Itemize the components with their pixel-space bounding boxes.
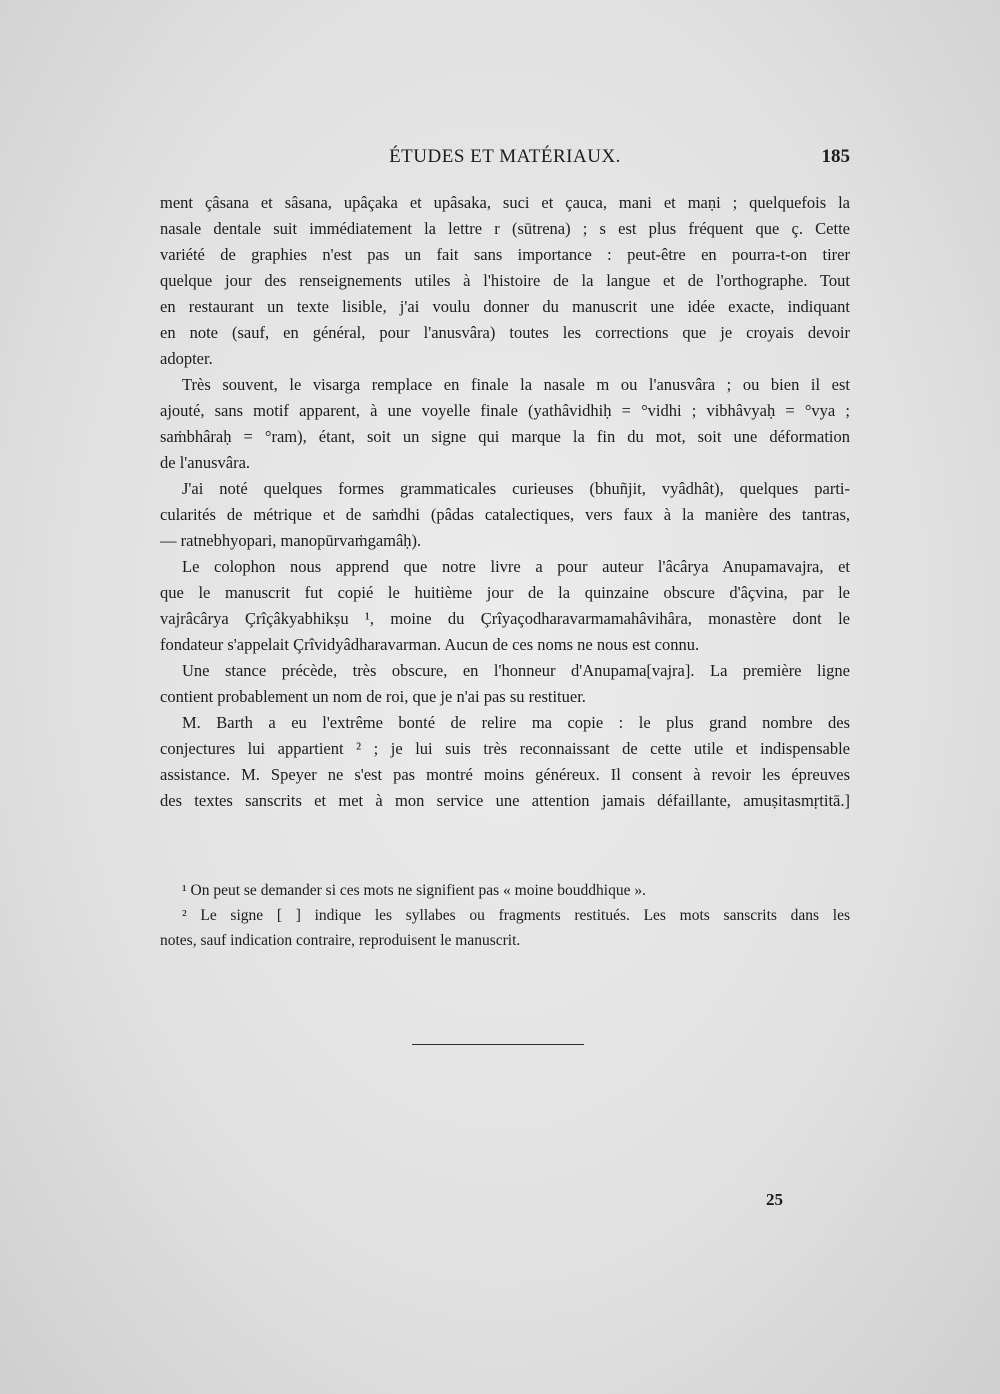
footnote-continued: notes, sauf indication contraire, reproduisent le manuscrit. [160, 932, 521, 949]
body-text [160, 190, 850, 814]
body-line: Une stance précède, très obscure, en l'honneur d'Anupama[vajra]. La première ligne [182, 661, 850, 680]
body-line: — ratnebhyopari, manopūrvaṁgamâḥ). [160, 531, 422, 550]
footnote: ² Le signe [ ] indique les syllabes ou fragments restitués. Les mots sanscrits dans les [182, 907, 850, 924]
body-line: quelque jour des renseignements utiles à l'histoire de la langue et de l'orthographe. Tout [160, 271, 850, 290]
body-line: contient probablement un nom de roi, que je n'ai pas su restituer. [160, 687, 586, 706]
footnote: ¹ On peut se demander si ces mots ne signifient pas « moine bouddhique ». [182, 882, 646, 899]
body-line: adopter. [160, 349, 213, 368]
page-header [160, 146, 850, 176]
body-line: ajouté, sans motif apparent, à une voyelle finale (yathâvidhiḥ = °vidhi ; vibhâvyaḥ = °vya ; [160, 401, 850, 420]
body-line: saṁbhâraḥ = °ram), étant, soit un signe qui marque la fin du mot, soit une déformation [160, 427, 850, 446]
body-line: que le manuscrit fut copié le huitième jour de la quinzaine obscure d'âçvina, par le [160, 583, 850, 602]
body-line: Très souvent, le visarga remplace en finale la nasale m ou l'anusvâra ; ou bien il est [182, 375, 850, 394]
body-line: Le colophon nous apprend que notre livre a pour auteur l'âcârya Anupamavajra, et [182, 557, 850, 576]
body-line: cularités de métrique et de saṁdhi (pâdas catalectiques, vers faux à la manière des tantras, [160, 505, 850, 524]
body-line: fondateur s'appelait Çrîvidyâdharavarman. Aucun de ces noms ne nous est connu. [160, 635, 700, 654]
body-line: en note (sauf, en général, pour l'anusvâra) toutes les corrections que je croyais devoir [160, 323, 850, 342]
body-line: des textes sanscrits et met à mon service une attention jamais défaillante, amuṣitasmṛtitā.] [160, 791, 850, 810]
body-line: assistance. M. Speyer ne s'est pas montré moins généreux. Il consent à revoir les épreuves [160, 765, 850, 784]
body-line: M. Barth a eu l'extrême bonté de relire ma copie : le plus grand nombre des [182, 713, 850, 732]
body-line: en restaurant un texte lisible, j'ai voulu donner du manuscrit une idée exacte, indiquant [160, 297, 850, 316]
body-line: variété de graphies n'est pas un fait sans importance : peut-être en pourra-t-on tirer [160, 245, 850, 264]
body-line: vajrâcârya Çrîçâkyabhikṣu ¹, moine du Çrîyaçodharavarmamahâvihâra, monastère dont le [160, 609, 850, 628]
end-rule [412, 1044, 584, 1045]
footnotes [160, 878, 850, 953]
body-line: nasale dentale suit immédiatement la lettre r (sūtrena) ; s est plus fréquent que ç. Cette [160, 219, 850, 238]
body-line: J'ai noté quelques formes grammaticales curieuses (bhuñjit, vyâdhât), quelques parti- [182, 479, 850, 498]
body-line: conjectures lui appartient ² ; je lui suis très reconnaissant de cette utile et indispensable [160, 739, 850, 758]
running-title: ÉTUDES ET MATÉRIAUX. [389, 146, 621, 167]
body-line: ment çâsana et sâsana, upâçaka et upâsaka, suci et çauca, mani et maṇi ; quelquefois la [160, 193, 850, 212]
page-number: 185 [821, 146, 850, 167]
signature-mark: 25 [766, 1190, 783, 1209]
body-line: de l'anusvâra. [160, 453, 251, 472]
